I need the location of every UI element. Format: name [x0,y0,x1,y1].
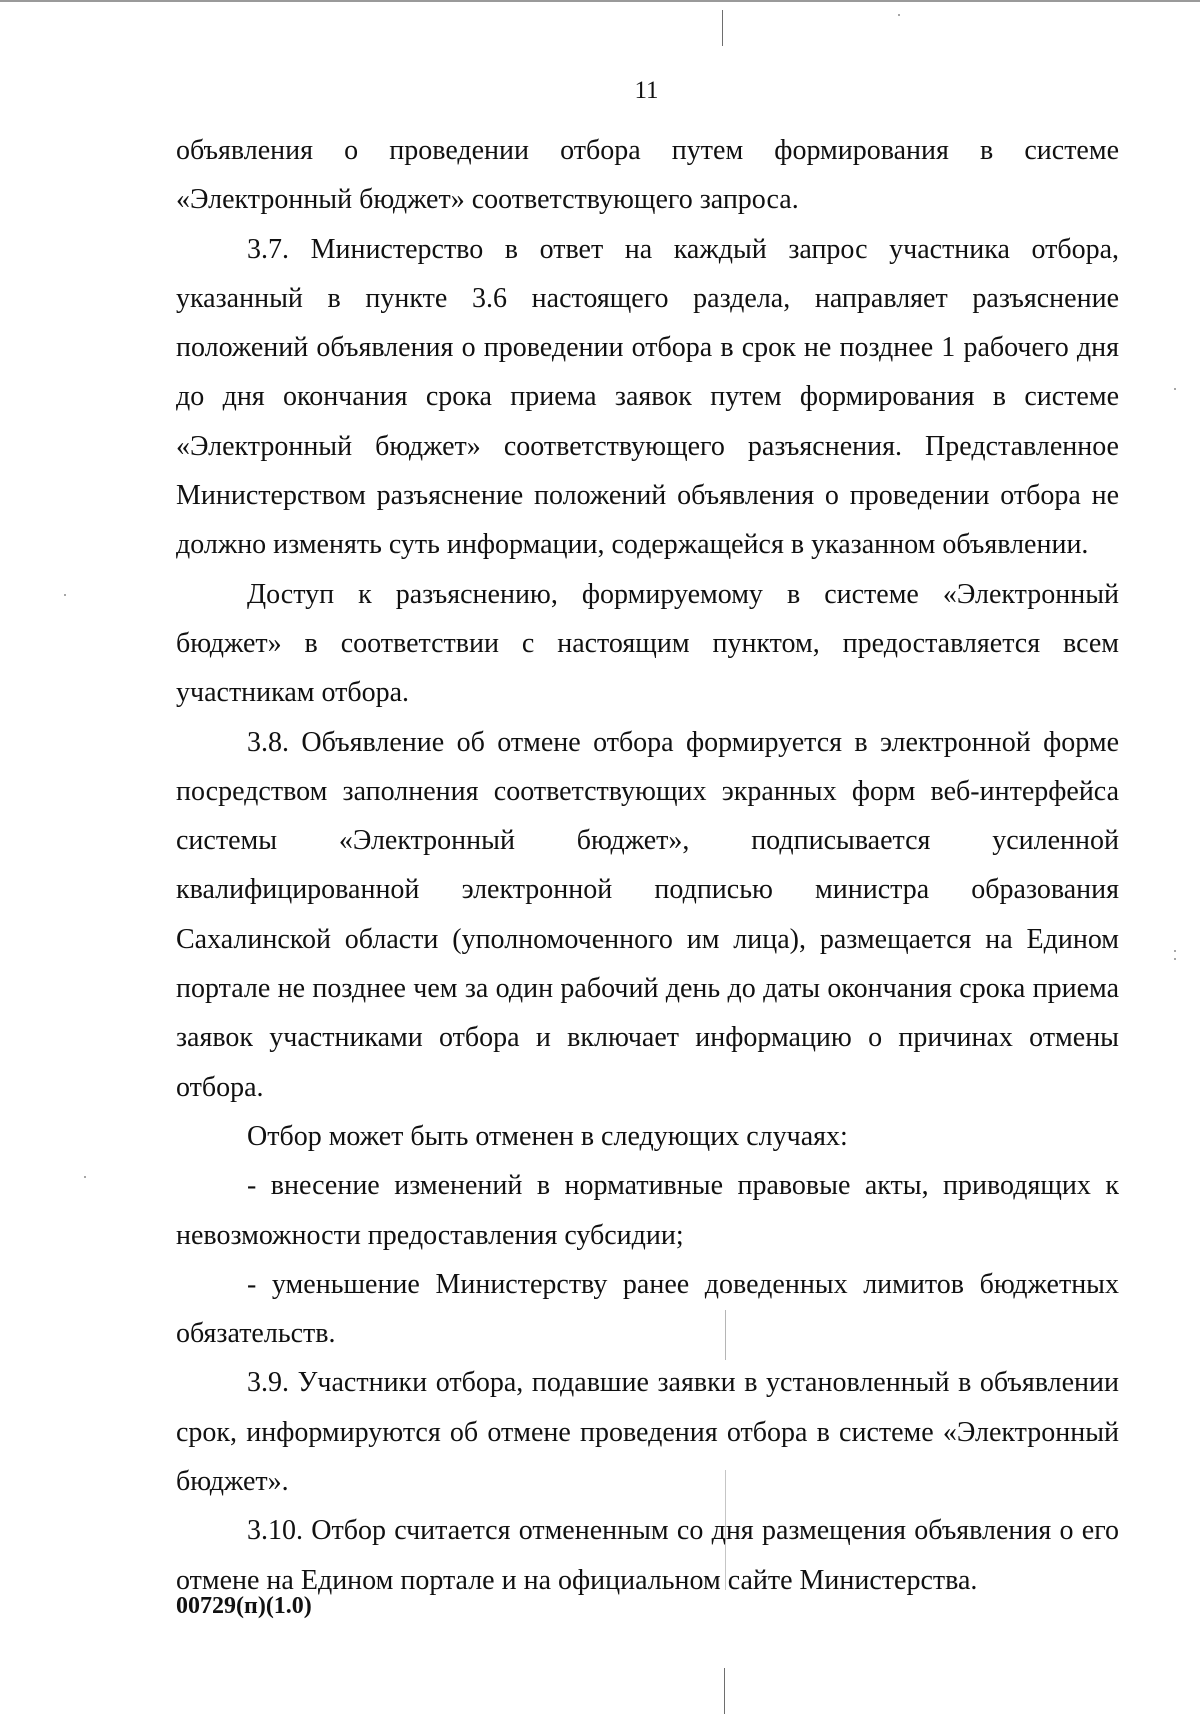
scan-speck [1174,950,1176,952]
scan-fold-line [722,10,723,46]
document-body [176,126,1119,1605]
list-item: - уменьшение Министерству ранее доведенных лимитов бюджетных обязательств. [176,1268,1119,1350]
page-number: 11 [634,77,659,104]
paragraph: 3.7. Министерство в ответ на каждый запрос участника отбора, указанный в пункте 3.6 настоящего раздела, направляет разъяснение положений объявления о проведении отбора в срок не позднее 1 рабочего дня до дня окончания срока приема заявок путем формирования в системе «Электронный бюджет» соответствующего разъяснения. Представленное Министерством разъяснение положений объявления о проведении отбора не должно изменять суть информации, содержащейся в указанном объявлении. [176,233,1119,561]
list-item: - внесение изменений в нормативные правовые акты, приводящих к невозможности предоставления субсидии; [176,1170,1119,1251]
paragraph: 3.9. Участники отбора, подавшие заявки в установленный в объявлении срок, информируются об отмене проведения отбора в системе «Электронный бюджет». [176,1367,1119,1498]
scan-speck [84,1176,86,1178]
paragraph: Отбор может быть отменен в следующих случаях: [247,1120,848,1152]
scan-speck [1174,958,1176,960]
paragraph: 3.8. Объявление об отмене отбора формируется в электронной форме посредством заполнения соответствующих экранных форм веб-интерфейса системы «Электронный бюджет», подписывается усиленной квалифицированной электронной подписью министра образования Сахалинской области (уполномоченного им лица), размещается на Едином портале не позднее чем за один рабочий день до даты окончания срока приема заявок участниками отбора и включает информацию о причинах отмены отбора. [176,726,1119,1103]
paragraph: 3.10. Отбор считается отмененным со дня размещения объявления о его отмене на Едином портале и на официальном сайте Министерства. [176,1515,1119,1596]
scan-fold-line [724,1668,725,1714]
paragraph: объявления о проведении отбора путем формирования в системе «Электронный бюджет» соответствующего запроса. [176,135,1119,216]
document-code: 00729(п)(1.0) [176,1593,312,1619]
scan-border-line [0,0,1200,2]
scan-speck [898,14,900,16]
scan-speck [64,594,66,596]
paragraph: Доступ к разъяснению, формируемому в системе «Электронный бюджет» в соответствии с настоящим пунктом, предоставляется всем участникам отбора. [176,578,1119,709]
scan-speck [1174,388,1176,390]
